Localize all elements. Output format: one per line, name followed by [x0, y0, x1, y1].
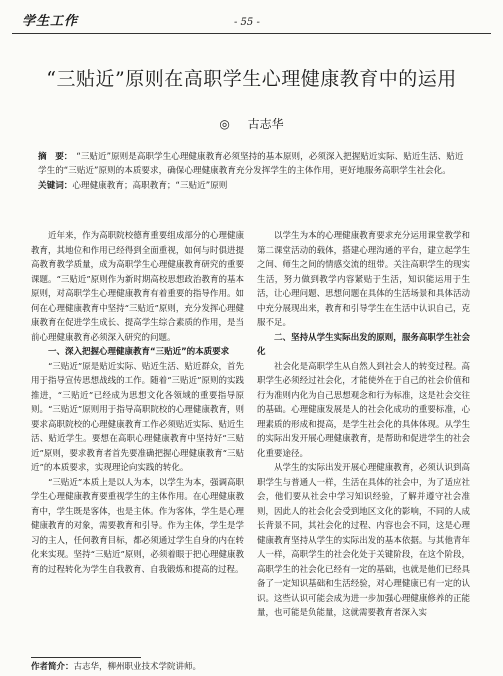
footnote-label: 作者简介： [31, 662, 74, 672]
paragraph: 从学生的实际出发开展心理健康教育，必须认识到高职学生与普通人一样，生活在具体的社会中，为了适应社会，他们要从社会中学习知识经验，了解并遵守社会准则，因此人的社会化会受到地区文化的影响，不同的人成长背景不同，其社会化的过程、内容也会不同，这是心理健康教育坚持从学生的实际出发的基本依据。与其他青年人一样，高职学生的社会化处于关键阶段，在这个阶段，高职学生的社会化已经有一定的基础，也就是他们已经具备了一定知识基础和生活经验，对心理健康已有一定的认识。这些认识可能会成为进一步加强心理健康修养的正能量，也可能是负能量，这就需要教育者深入实 [257, 463, 470, 618]
section-heading: 二、坚持从学生实际出发的原则，服务高职学生社会化 [257, 332, 470, 357]
keywords [38, 179, 464, 193]
abstract-text: “三贴近”原则是高职学生心理健康教育必须坚持的基本原则，必须深入把握贴近实际、贴近生活、贴近学生的“三贴近”原则的本质要求，确保心理健康教育充分发挥学生的主体作用，更好地服务高职学生社会化。 [38, 152, 464, 177]
author-name: 古志华 [247, 117, 284, 131]
keywords-label: 关键词： [38, 180, 73, 191]
left-column [31, 229, 244, 577]
page-number: - 55 - [234, 17, 260, 28]
article-title: “三贴近”原则在高职学生心理健康教育中的运用 [46, 68, 457, 90]
abstract [38, 150, 464, 179]
paragraph: 以学生为本的心理健康教育要求充分运用课堂教学和第二课堂活动的载体，搭建心理沟通的平台，建立起学生之间、师生之间的情感交流的纽带。关注高职学生的现实生活，努力做到教学内容紧贴于生活，知识能运用于生活，让心理问题、思想问题在具体的生活场景和具体活动中充分展现出来，教育和引导学生在生活中认识自己，克服不足。 [257, 231, 470, 328]
footnote-rule [31, 657, 141, 658]
paragraph: 近年来，作为高职院校德育重要组成部分的心理健康教育，其地位和作用已经得到全面重视，如何与时俱进提高教育教学质量，成为高职学生心理健康教育研究的重要课题。“三贴近”原则作为新时期高校思想政治教育的基本原则，对高职学生心理健康教育有着重要的指导作用。如何在心理健康教育中坚持“三贴近”原则，充分发挥心理健康教育在促进学生成长、提高学生综合素质的作用，是当前心理健康教育必须深入研究的问题。 [31, 231, 244, 343]
header-rule [12, 33, 491, 34]
paragraph: “三贴近”本质上是以人为本，以学生为本，强调高职学生心理健康教育要重视学生的主体作用。在心理健康教育中，学生既是客体，也是主体。作为客体，学生是心理健康教育的对象，需要教育和引导。作为主体，学生是学习的主人，任何教育目标，都必须通过学生自身的内在转化来实现。坚持“三贴近”原则，必须着眼于把心理健康教育的过程转化为学生自我教育、自我锻炼和提高的过程。 [31, 477, 244, 575]
abstract-block [38, 150, 464, 193]
keywords-text: 心理健康教育；高职教育；“三贴近”原则 [72, 180, 228, 191]
right-column [257, 229, 470, 621]
paragraph: “三贴近”原是贴近实际、贴近生活、贴近群众，首先用于指导宣传思想战线的工作。随着“三贴近”原则的实践推进，“三贴近”已经成为思想文化各领域的重要指导原则。“三贴近”原则用于指导高职院校的心理健康教育，则要求高职院校的心理健康教育工作必须贴近实际、贴近生活、贴近学生。要想在高职心理健康教育中坚持好“三贴近”原则，要求教育者首先要准确把握心理健康教育“三贴近”的本质要求，实现理论向实践的转化。 [31, 361, 244, 473]
author-footnote [31, 660, 201, 672]
section-heading: 一、深入把握心理健康教育“三贴近”的本质要求 [48, 347, 230, 357]
running-header [12, 6, 491, 32]
author-mark: ◎ [219, 117, 230, 131]
abstract-label: 摘 要： [38, 152, 73, 162]
footnote-text: 古志华，柳州职业技术学院讲师。 [73, 662, 202, 672]
author-line [0, 115, 503, 132]
paragraph: 社会化是高职学生从自然人到社会人的转变过程。高职学生必须经过社会化，才能使外在于自己的社会价值和行为准则内化为自己思想观念和行为标准，这是社会交往的基础。心理健康发展是人的社会化成功的重要标准，心理素质的形成和提高，是学生社会化的具体体现。从学生的实际出发开展心理健康教育，是帮助和促进学生的社会化重要途径。 [257, 361, 470, 459]
section-name: 学生工作 [22, 14, 79, 29]
